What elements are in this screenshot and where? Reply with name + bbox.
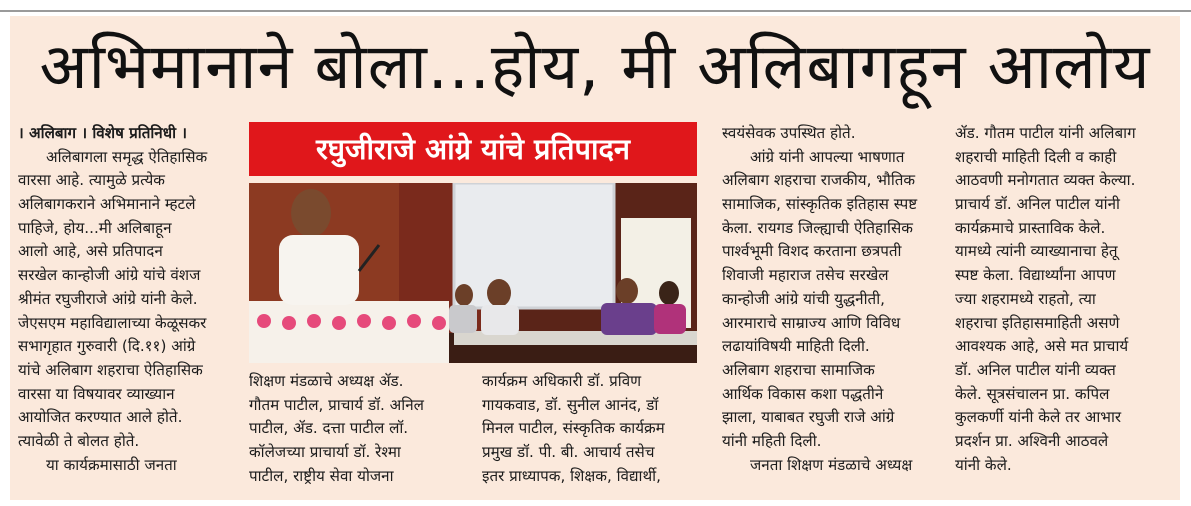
article-text-line: गौतम पाटील, प्राचार्य डॉ. अनिल: [249, 395, 424, 414]
event-photo-illustration: [249, 183, 697, 363]
article-text-line: आर्थिक विकास कशा पद्धतीने: [722, 384, 884, 403]
article-text-line: शिवाजी महाराज तसेच सरखेल: [722, 266, 889, 285]
article-text-line: इतर प्राध्यापक, शिक्षक, विद्यार्थी,: [482, 466, 661, 485]
article-text-line: डॉ. अनिल पाटील यांनी व्यक्त: [955, 360, 1116, 379]
article-text-line: प्राचार्य डॉ. अनिल पाटील यांनी: [955, 195, 1120, 214]
article-column-3: [482, 370, 700, 488]
article-text-line: शहराची माहिती दिली व काही: [955, 147, 1117, 166]
top-rule: [0, 10, 1191, 12]
article-text-line: कार्यक्रम अधिकारी डॉ. प्रविण: [482, 372, 642, 390]
article-text-line: आयोजित करण्यात आले होते.: [18, 408, 183, 427]
article-subheadline: रघुजीराजे आंग्रे यांचे प्रतिपादन: [249, 122, 697, 176]
article-text-line: यामध्ये त्यांनी व्याख्यानाचा हेतू: [955, 242, 1118, 261]
article-text-line: सरखेल कान्होजी आंग्रे यांचे वंशज: [18, 266, 201, 285]
article-text-line: स्वयंसेवक उपस्थित होते.: [722, 124, 856, 142]
article-text-line: पार्श्वभूमी विशद करताना छत्रपती: [722, 242, 902, 261]
article-text-line: शहराचा इतिहासमाहिती असणे: [955, 313, 1120, 332]
article-text-line: झाला, याबाबत रघुजी राजे आंग्रे: [722, 408, 895, 427]
article-text-line: मिनल पाटील, संस्कृतिक कार्यक्रम: [482, 419, 665, 438]
article-text-line: वारसा या विषयावर व्याख्यान: [18, 384, 175, 403]
article-text-line: अलिबाग शहराचा सामाजिक: [722, 360, 875, 379]
article-text-line: केला. रायगड जिल्ह्याची ऐतिहासिक: [722, 218, 913, 237]
article-text-line: स्पष्ट केला. विद्यार्थ्यांना आपण: [955, 266, 1116, 285]
article-text-line: आरमाराचे साम्राज्य आणि विविध: [722, 313, 901, 332]
article-byline: । अलिबाग । विशेष प्रतिनिधी ।: [18, 124, 188, 142]
article-text-line: प्रमुख डॉ. पी. बी. आचार्य तसेच: [482, 443, 655, 462]
article-text-line: ॲड. गौतम पाटील यांनी अलिबाग: [955, 124, 1136, 142]
article-text-line: कान्होजी आंग्रे यांची युद्धनीती,: [722, 289, 885, 308]
article-text-line: त्यावेळी ते बोलत होते.: [18, 431, 140, 450]
article-text-line: पाहिजे, होय...मी अलिबाहून: [18, 218, 172, 237]
event-photo: [249, 183, 697, 363]
article-column-4: [722, 122, 942, 477]
article-headline: अभिमानाने बोला...होय, मी अलिबागहून आलोय: [39, 30, 1151, 103]
article-text-line: आलो आहे, असे प्रतिपादन: [18, 242, 163, 261]
article-text-line: यांचे अलिबाग शहराचा ऐतिहासिक: [18, 360, 203, 379]
article-text-line: सभागृहात गुरुवारी (दि.११) आंग्रे: [18, 337, 196, 356]
article-text-line: कुलकर्णी यांनी केले तर आभार: [955, 408, 1122, 427]
article-text-line: यांनी महिती दिली.: [722, 431, 822, 450]
article-text-line: कॉलेजच्या प्राचार्या डॉ. रेश्मा: [249, 443, 401, 462]
article-text-line: वारसा आहे. त्यामुळे प्रत्येक: [18, 171, 165, 190]
article-column-1: [18, 122, 228, 477]
article-text-line: प्रदर्शन प्रा. अश्विनी आठवले: [955, 431, 1109, 450]
article-text-line: सामाजिक, सांस्कृतिक इतिहास स्पष्ट: [722, 195, 918, 214]
article-text-line: आवश्यक आहे, असे मत प्राचार्य: [955, 337, 1129, 356]
article-text-line: पाटील, ॲड. दत्ता पाटील लॉ.: [249, 419, 409, 438]
article-text-line: लढायांविषयी माहिती दिली.: [722, 337, 870, 356]
article-column-2: [249, 370, 464, 488]
article-text-line: या कार्यक्रमासाठी जनता: [46, 455, 177, 474]
article-text-line: अलिबागकराने अभिमानाने म्हटले: [18, 195, 196, 214]
speaker-body: [279, 235, 359, 305]
article-text-line: ज्या शहरामध्ये राहतो, त्या: [955, 289, 1096, 308]
article-text-line: जेएसएम महाविद्यालाच्या केळूसकर: [18, 313, 207, 332]
article-text-line: आठवणी मनोगतात व्यक्त केल्या.: [955, 171, 1136, 190]
podium: [249, 301, 449, 363]
article-text-line: गायकवाड, डॉ. सुनील आनंद, डॉ: [482, 395, 659, 414]
article-text-line: शिक्षण मंडळाचे अध्यक्ष ॲड.: [249, 372, 404, 390]
article-column-5: [955, 122, 1177, 477]
article-text-line: श्रीमंत रघुजीराजे आंग्रे यांनी केले.: [18, 289, 198, 308]
speaker-head: [291, 189, 331, 237]
article-text-line: जनता शिक्षण मंडळाचे अध्यक्ष: [750, 455, 913, 474]
article-text-line: कार्यक्रमाचे प्रास्ताविक केले.: [955, 218, 1106, 237]
article-text-line: पाटील, राष्ट्रीय सेवा योजना: [249, 466, 394, 485]
article-text-line: अलिबागला समृद्ध ऐतिहासिक: [46, 147, 208, 166]
article-text-line: यांनी केले.: [955, 455, 1012, 474]
article-text-line: आंग्रे यांनी आपल्या भाषणात: [750, 147, 905, 166]
projector-screen: [454, 183, 614, 308]
article-text-line: केले. सूत्रसंचालन प्रा. कपिल: [955, 384, 1110, 403]
article-text-line: अलिबाग शहराचा राजकीय, भौतिक: [722, 171, 916, 190]
